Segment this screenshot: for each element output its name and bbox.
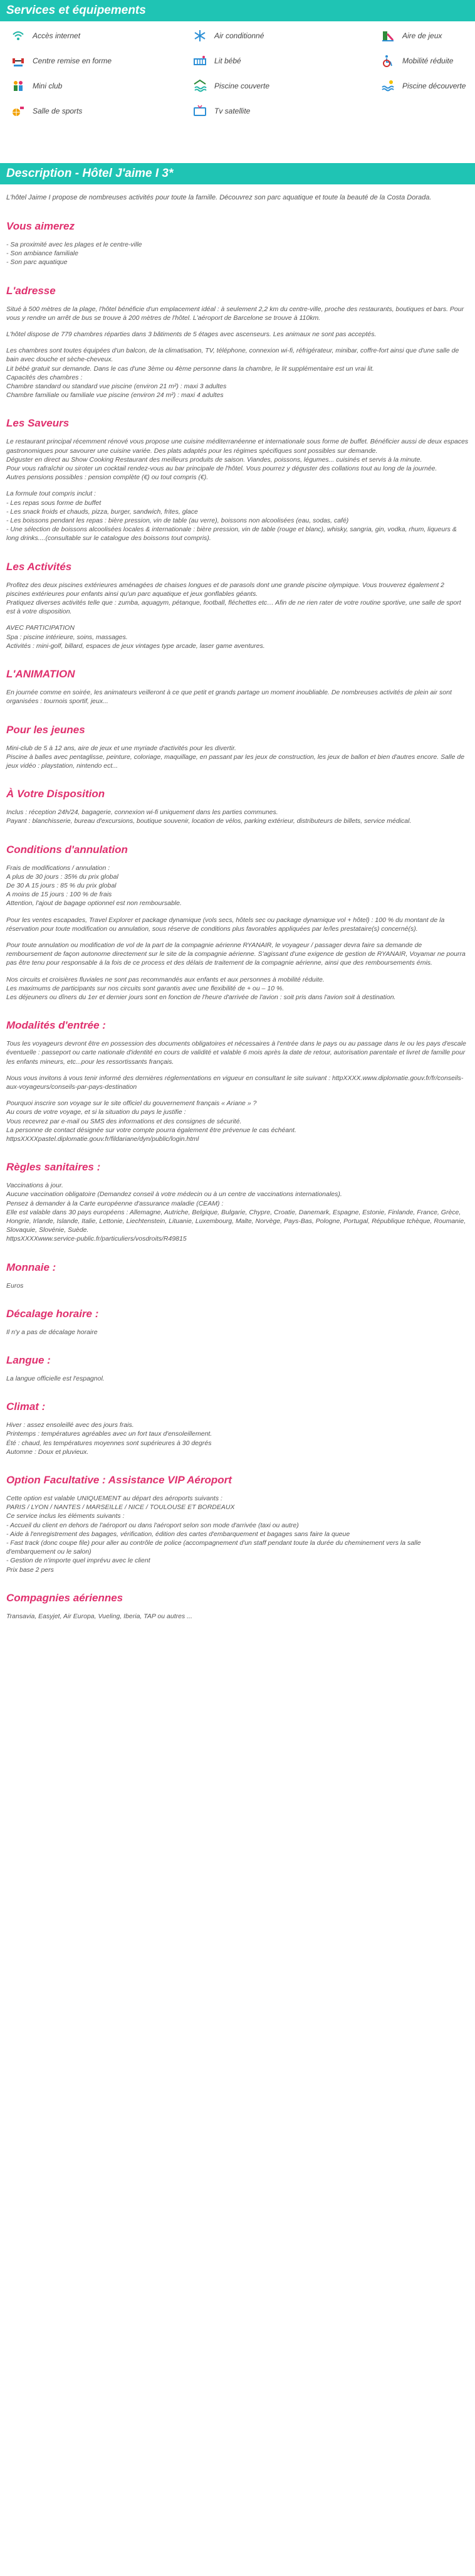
section-paragraph: Profitez des deux piscines extérieures aménagées de chaises longues et de parasols dont une grande piscine olympique. Vous trouverez également 2 piscines extérieures pour enfants ainsi qu'un parc aquatique et jeux gonflables géants. Pratiquez diverses activités telle que : zumba, aquagym, pétanque, football, fléchettes etc… Afin de ne rien rater de votre routine sportive, une salle de sport est à votre disposition. [6,581,461,616]
section-paragraph: Le restaurant principal récemment rénové vous propose une cuisine méditerranéenne et internationale sous forme de buffet. Bénéficier aussi de deux espaces gastronomiques pour savourer une cuisine variée. Des plats adaptés pour les régimes spécifiques sont possibles sur demande. Déguster en direct au Show Cooking Restaurant des meilleurs produits de saison. Viandes, poissons, légumes... cuisinés et servis à la minute. Pour vous rafraîchir ou siroter un cocktail rendez-vous au bar principale de l'hôtel. Vous pourrez y déguster des collations tout au long de la journée. Autres pensions possibles : pension complète (€) ou tout compris (€). [6,438,469,482]
section-paragraph: L'hôtel dispose de 779 chambres réparties dans 3 bâtiments de 5 étages avec ascenseurs. Les animaux ne sont pas acceptés. [6,331,377,339]
wifi-icon [11,29,25,43]
section-paragraph: Inclus : réception 24h/24, bagagerie, connexion wi-fi uniquement dans les parties communes. Payant : blanchisserie, bureau d'excursions, boutique souvenir, location de vélos, parking extérieur, distributeurs de billets, service médical. [6,808,412,825]
service-label: Lit bébé [214,56,241,65]
service-label: Accès internet [33,31,81,40]
crib-icon [193,54,207,68]
section-paragraph: Nous vous invitons à vous tenir informé des dernières réglementations en vigueur en consultant le site suivant : httpXXXX.www.diplomatie.gouv.fr/fr/conseils-aux-voyageurs/conseils-par-pays-destination [6,1074,464,1091]
section-paragraph: - Sa proximité avec les plages et le centre-ville - Son ambiance familiale - Son parc aquatique [6,241,142,267]
section-paragraph: En journée comme en soirée, les animateurs veilleront à ce que petit et grands partage un moment inoubliable. De nombreuses activités de plein air sont organisées : tournois sportif, jeux... [6,689,452,706]
service-item [11,104,193,118]
service-item [193,29,381,43]
section-heading: Conditions d'annulation [6,843,128,856]
service-label: Centre remise en forme [33,56,112,65]
kids-club-icon [11,79,25,93]
section-paragraph: Euros [6,1281,24,1290]
section-paragraph: Tous les voyageurs devront être en possession des documents obligatoires et nécessaires à l'entrée dans le pays ou au passage dans le ou les pays d'escale éventuelle : passeport ou carte nationale d'identité en cours de validité et valable 6 mois après la date de retour, autorisation parentale et livret de famille pour les enfants mineurs, etc...pour les ressortissants français. [6,1040,466,1066]
section-paragraph: Nos circuits et croisières fluviales ne sont pas recommandés aux enfants et aux personnes à mobilité réduite. Les maximums de participants sur nos circuits sont garantis avec une flexibilité de + ou – 10 %. Les déjeuners ou dîners du 1er et dernier jours sont en fonction de l'heure d'arrivée de l'avion : soit pris dans l'avion soit à destination. [6,975,396,1001]
section-heading: À Votre Disposition [6,788,105,800]
section-paragraph: Transavia, Easyjet, Air Europa, Vueling, Iberia, TAP ou autres ... [6,1612,192,1620]
section-paragraph: Il n'y a pas de décalage horaire [6,1328,98,1336]
service-label: Piscine découverte [402,82,466,90]
sports-hall-icon [11,104,25,118]
section-paragraph: Situé à 500 mètres de la plage, l'hôtel bénéficie d'un emplacement idéal : à seulement 2,2 km du centre-ville, proche des restaurants, boutiques et bars. Pour vous y rendre un arrêt de bus se trouve à 200 mètres de l'hôtel. L'aéroport de Barcelone se trouve à 110km. [6,305,464,322]
service-label: Salle de sports [33,107,83,115]
service-label: Piscine couverte [214,82,270,90]
section-paragraph: Vaccinations à jour. Aucune vaccination obligatoire (Demandez conseil à votre médecin ou à un centre de vaccinations internationales). Pensez à demander à la Carte européenne d'assurance maladie (CEAM) : Elle est valable dans 30 pays européens : Allemagne, Autriche, Belgique, Bulgarie, Chypre, Croatie, Danemark, Espagne, Estonie, Finlande, France, Grèce, Hongrie, Irlande, Islande, Italie, Lettonie, Liechtenstein, Lituanie, Luxembourg, Malte, Norvège, Pays-Bas, Pologne, Portugal, République tchèque, Roumanie, Slovaquie, Slovénie, Suède. httpsXXXXwww.service-public.fr/particuliers/vosdroits/R49815 [6,1182,466,1243]
section-heading: L'adresse [6,284,56,297]
section-heading: Climat : [6,1401,46,1413]
section-paragraph: Mini-club de 5 à 12 ans, aire de jeux et une myriade d'activités pour les divertir. Piscine à balles avec pentaglisse, peinture, coloriage, maquillage, en passant par les jeux de construction, les jeux de ballon et bien d'autres encore. Salle de jeux vidéo : playstation, nintendo ect... [6,744,465,770]
service-item [193,79,381,93]
section-heading: Les Activités [6,560,72,573]
description-sections [6,220,469,1621]
section-heading: Pour les jeunes [6,723,85,736]
tv-icon [193,104,207,118]
description-content [0,193,475,1621]
section-paragraph: Pour les ventes escapades, Travel Explorer et package dynamique (vols secs, hôtels sec ou package dynamique vol + hôtel) : 100 % du montant de la réservation pour toute modification ou annulation, sous réserve de conditions plus favorables appliquées par le/les prestataire(s) concerné(s). [6,916,445,933]
service-label: Tv satellite [214,107,251,115]
wheelchair-icon [381,54,395,68]
section-heading: Règles sanitaires : [6,1161,101,1174]
service-label: Mobilité réduite [402,56,454,65]
services-grid [0,21,475,118]
section-heading: Monnaie : [6,1261,56,1273]
service-item [381,54,475,68]
section-heading: Langue : [6,1354,51,1367]
description-intro: L'hôtel Jaime I propose de nombreuses activités pour toute la famille. Découvrez son parc aquatique et toute la beauté de la Costa Dorada. [6,194,432,201]
outdoor-pool-icon [381,79,395,93]
service-label: Air conditionné [214,31,264,40]
dumbbell-icon [11,54,25,68]
section-paragraph: Pour toute annulation ou modification de vol de la part de la compagnie aérienne RYANAIR, le voyageur / passager devra faire sa demande de remboursement de façon autonome directement sur le site de la compagnie aérienne. S'agissant d'une exigence de gestion de RYANAIR, Voyamar ne pourra pas être tenu pour responsable à la fois de ce process et des délais de traitement de la compagnie aérienne, ainsi que des remboursements émis. [6,941,466,967]
section-paragraph: Pourquoi inscrire son voyage sur le site officiel du gouvernement français « Ariane » ? Au cours de votre voyage, et si la situation du pays le justifie : Vous recevrez par e-mail ou SMS des informations et des consignes de sécurité. La personne de contact désignée sur votre compte pourra également être prévenue le cas échéant. httpsXXXXpastel.diplomatie.gouv.fr/fildariane/dyn/public/login.html [6,1100,296,1143]
service-item [11,29,193,43]
service-item [381,29,475,43]
section-paragraph: Les chambres sont toutes équipées d'un balcon, de la climatisation, TV, téléphone, connexion wi-fi, réfrigérateur, minibar, coffre-fort ainsi que d'une salle de bain avec douche et sèche-cheveux. Lit bébé gratuit sur demande. Dans le cas d'une 3ème ou 4ème personne dans la chambre, le lit supplémentaire est un vrai lit. Capacités des chambres : Chambre standard ou standard vue piscine (environ 21 m²) : maxi 3 adultes Chambre familiale ou familiale vue piscine (environ 24 m²) : maxi 4 adultes [6,347,459,400]
service-item [381,79,475,93]
service-item [11,79,193,93]
section-paragraph: La langue officielle est l'espagnol. [6,1375,105,1383]
section-heading: L'ANIMATION [6,668,75,681]
description-banner: Description - Hôtel J'aime I 3* [0,163,475,184]
playground-icon [381,29,395,43]
service-item [193,54,381,68]
section-paragraph: Cette option est valable UNIQUEMENT au départ des aéroports suivants : PARIS / LYON / NANTES / MARSEILLE / NICE / TOULOUSE ET BORDEAUX Ce service inclus les éléments suivants : - Accueil du client en dehors de l'aéroport ou dans l'aéroport selon son mode d'arrivée (taxi ou autre) - Aide à l'enregistrement des bagages, vérification, édition des cartes d'embarquement et bagages sans faire la queue - Fast track (donc coupe file) pour aller au contrôle de police (accompagnement d'un staff pendant toute la durée du cheminement vers la salle d'embarquement ou le salon) - Gestion de n'importe quel imprévu avec le client Prix base 2 pers [6,1495,421,1574]
services-banner: Services et équipements [0,0,475,21]
snowflake-icon [193,29,207,43]
section-heading: Vous aimerez [6,220,75,232]
section-paragraph: AVEC PARTICIPATION Spa : piscine intérieure, soins, massages. Activités : mini-golf, billard, espaces de jeux vintages type arcade, laser game aventures. [6,624,265,650]
section-paragraph: La formule tout compris inclut : - Les repas sous forme de buffet - Les snack froids et chauds, pizza, burger, sandwich, frites, glace - Les boissons pendant les repas : bière pression, vin de table (au verre), boissons non alcoolisées (eau, sodas, café) - Une sélection de boissons alcoolisées locales & internationale : bière pression, vin de table (rouge et blanc), whisky, sangria, gin, vodka, rhum, liqueurs & long drinks....(consultable sur le catalogue des boissons tout compris). [6,490,457,543]
section-heading: Décalage horaire : [6,1307,99,1320]
service-item [193,104,381,118]
section-heading: Option Facultative : Assistance VIP Aéroport [6,1474,232,1487]
section-paragraph: Frais de modifications / annulation : A plus de 30 jours : 35% du prix global De 30 A 15 jours : 85 % du prix global A moins de 15 jours : 100 % de frais Attention, l'ajout de bagage optionnel est non remboursable. [6,864,182,908]
service-label: Mini club [33,82,63,90]
service-label: Aire de jeux [402,31,442,40]
section-paragraph: Hiver : assez ensoleillé avec des jours frais. Printemps : températures agréables avec un fort taux d'ensoleillement. Été : chaud, les températures moyennes sont supérieures à 30 degrés Automne : Doux et pluvieux. [6,1421,212,1456]
section-heading: Les Saveurs [6,417,70,430]
service-item [11,54,193,68]
indoor-pool-icon [193,79,207,93]
section-heading: Modalités d'entrée : [6,1019,106,1032]
section-heading: Compagnies aériennes [6,1591,123,1604]
